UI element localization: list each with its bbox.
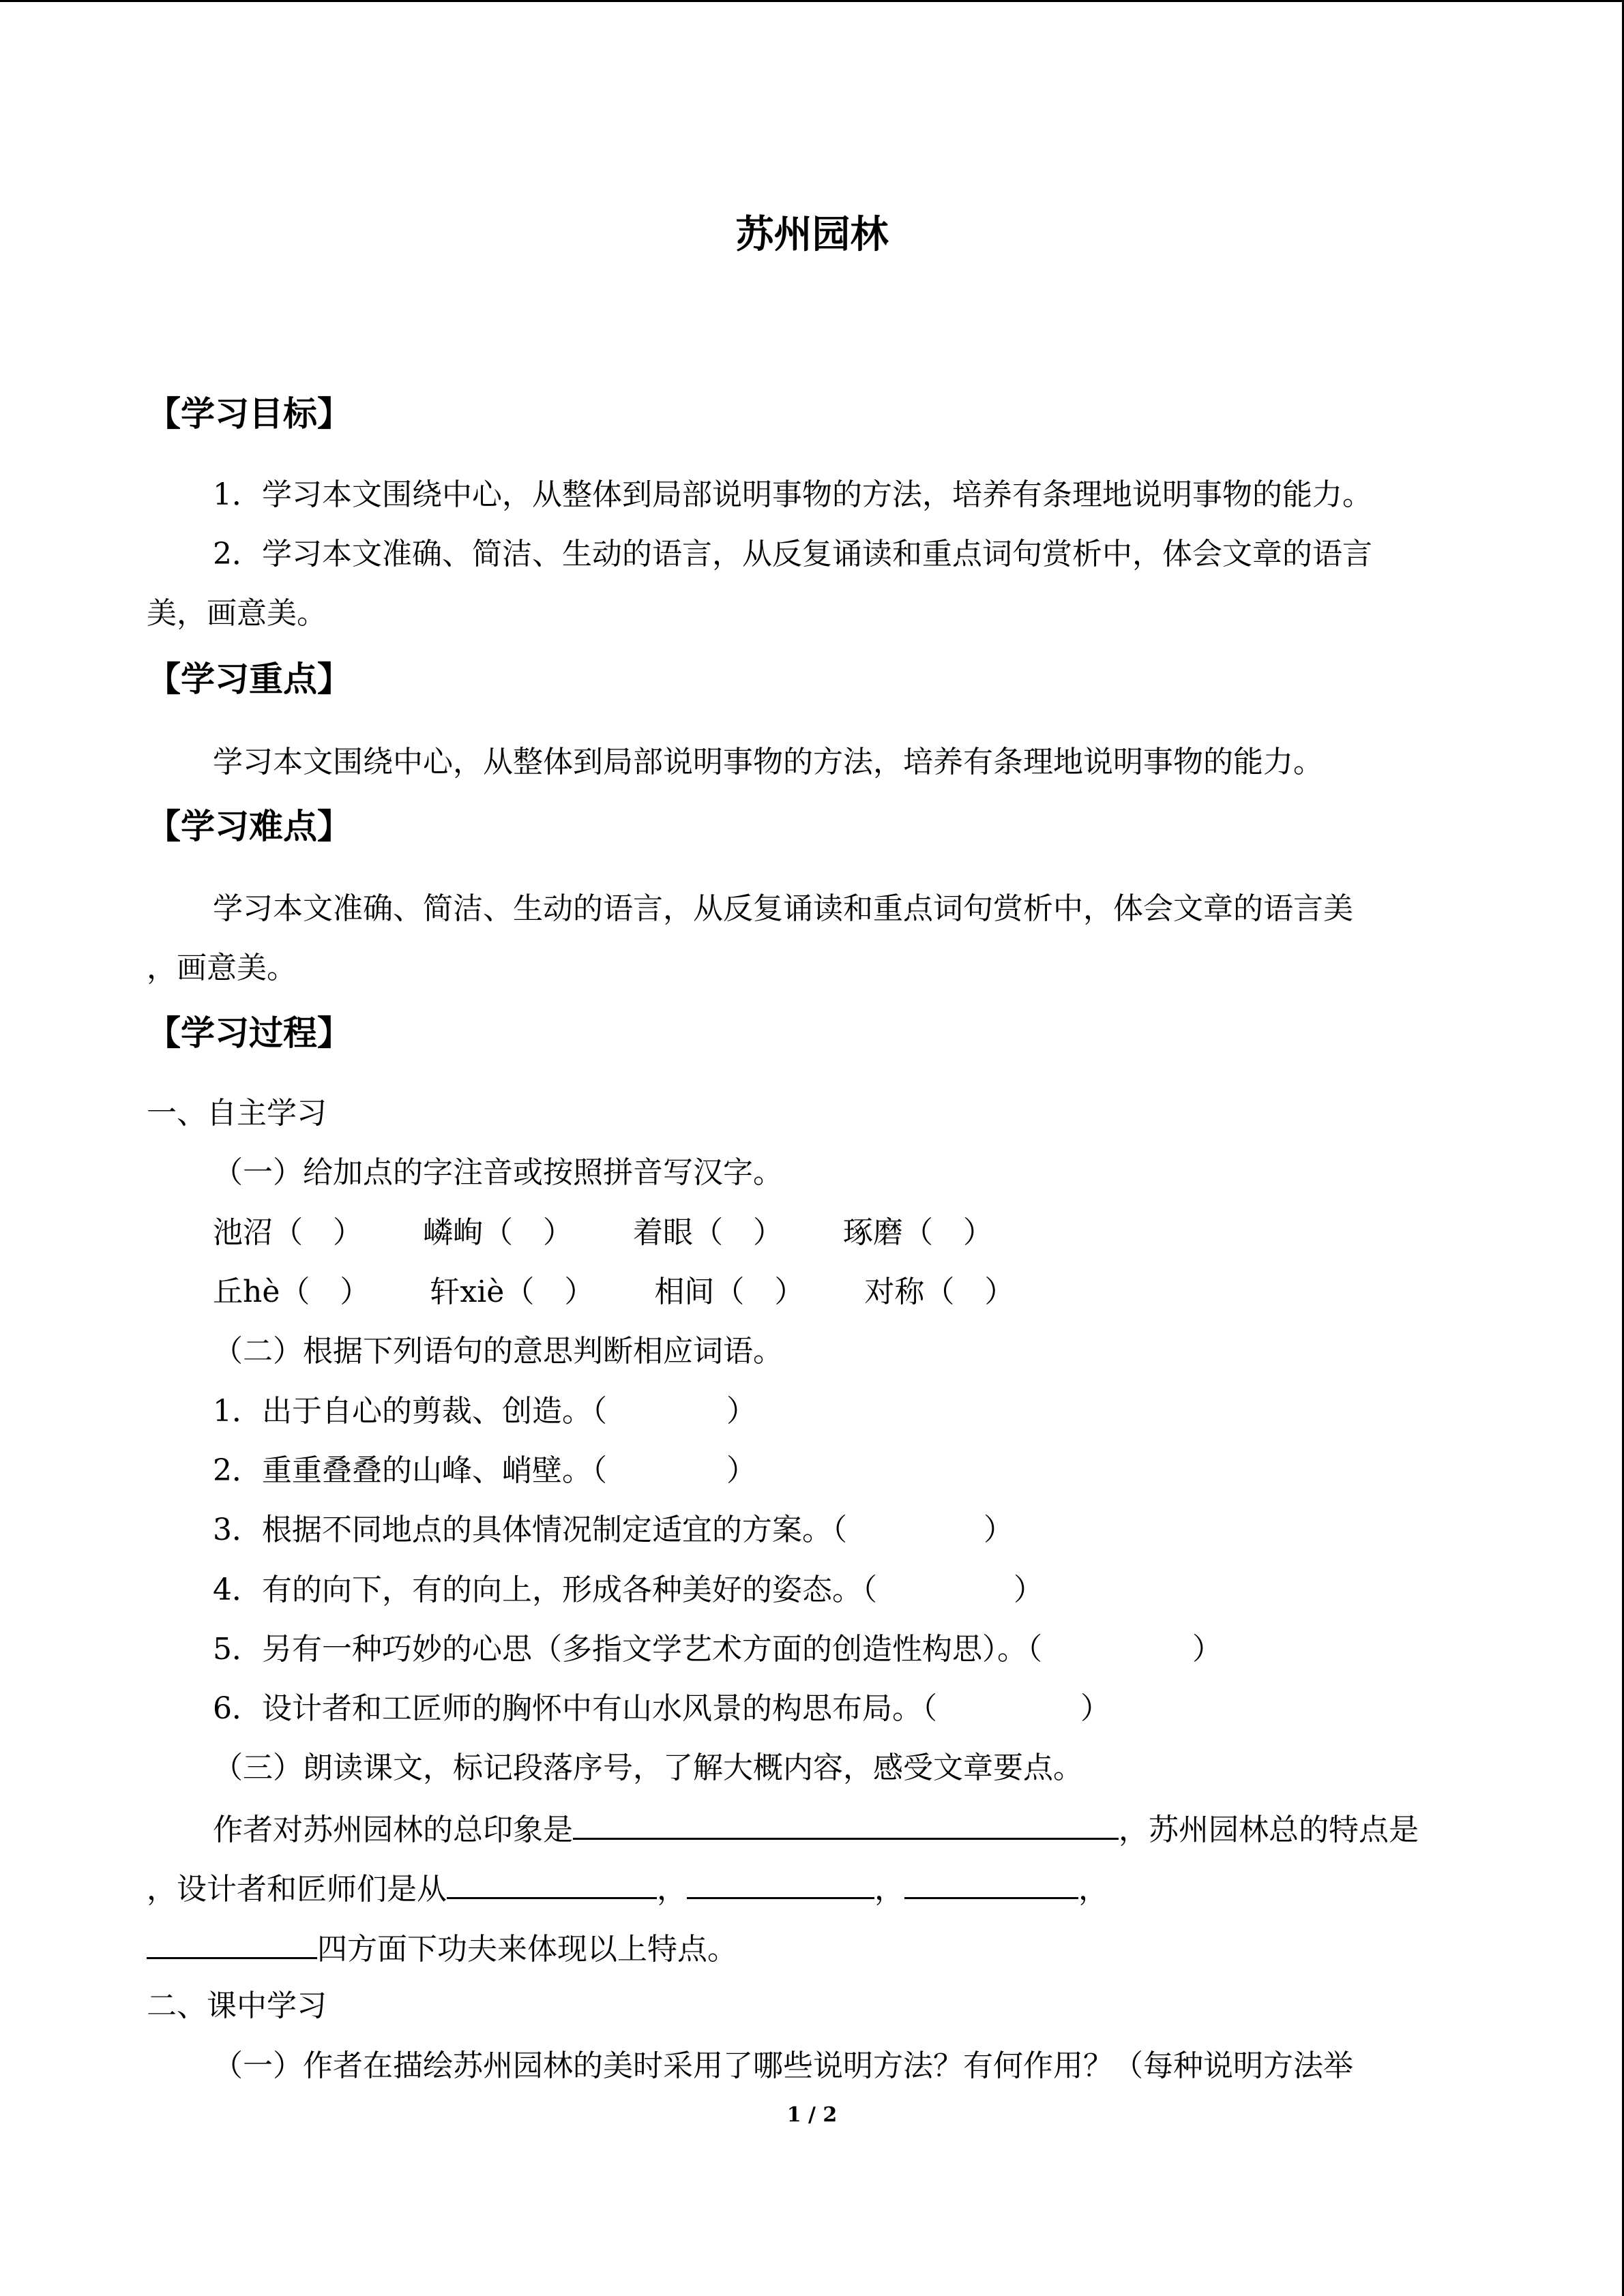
question-text: 5．另有一种巧妙的心思（多指文学艺术方面的创造性构思）。（ [213, 1632, 1042, 1667]
comma: ， [1078, 1872, 1108, 1907]
fill-line-3 [147, 1927, 737, 1970]
word-item: 池沼（ ） [213, 1215, 363, 1250]
part-4-instruction: （一）作者在描绘苏州园林的美时采用了哪些说明方法？有何作用？（每种说明方法举 [213, 2048, 1353, 2083]
question-text: 6．设计者和工匠师的胸怀中有山水风景的构思布局。（ [213, 1691, 937, 1726]
words-row-1 [213, 1212, 993, 1253]
heading-objectives: 【学习目标】 [147, 394, 351, 434]
page-border-top [0, 0, 1624, 2]
question-text: 1．出于自心的剪裁、创造。（ [213, 1394, 607, 1429]
part-3-instruction: （三）朗读课文，标记段落序号，了解大概内容，感受文章要点。 [213, 1750, 1083, 1785]
fill-text: ，设计者和匠师们是从 [147, 1872, 447, 1907]
comma: ， [657, 1872, 687, 1907]
close-paren: ） [1014, 1572, 1044, 1607]
question-1 [213, 1391, 756, 1432]
fill-text: 作者对苏州园林的总印象是 [213, 1813, 573, 1847]
answer-blank[interactable] [904, 1867, 1078, 1899]
close-paren: ） [1192, 1632, 1222, 1667]
fill-line-2 [147, 1867, 1108, 1910]
question-text: 2．重重叠叠的山峰、峭壁。（ [213, 1453, 607, 1488]
answer-blank[interactable] [687, 1867, 874, 1899]
heading-key-points: 【学习重点】 [147, 659, 351, 699]
word-item: 对称（ ） [864, 1274, 1015, 1309]
word-item: 嶙峋（ ） [423, 1215, 573, 1250]
part-2-instruction: （二）根据下列语句的意思判断相应词语。 [213, 1334, 783, 1369]
question-5 [213, 1629, 1222, 1670]
part-1-instruction: （一）给加点的字注音或按照拼音写汉字。 [213, 1155, 783, 1190]
difficulties-line-1: 学习本文准确、简洁、生动的语言，从反复诵读和重点词句赏析中，体会文章的语言美 [213, 891, 1353, 926]
word-item: 轩xiè（ ） [430, 1274, 595, 1309]
answer-blank[interactable] [447, 1867, 657, 1899]
word-item: 着眼（ ） [633, 1215, 783, 1250]
word-item: 丘hè（ ） [213, 1274, 370, 1309]
word-item: 琢磨（ ） [843, 1215, 993, 1250]
close-paren: ） [726, 1453, 756, 1488]
question-3 [213, 1510, 1014, 1551]
objective-item-2-line-2: 美，画意美。 [147, 596, 327, 631]
word-item: 相间（ ） [654, 1274, 805, 1309]
question-6 [213, 1688, 1110, 1729]
close-paren: ） [984, 1512, 1014, 1547]
close-paren: ） [726, 1394, 756, 1429]
section-class-study: 二、课中学习 [147, 1988, 327, 2023]
question-text: 4．有的向下，有的向上，形成各种美好的姿态。（ [213, 1572, 877, 1607]
key-points-text: 学习本文围绕中心，从整体到局部说明事物的方法，培养有条理地说明事物的能力。 [213, 745, 1323, 779]
fill-text: ，苏州园林总的特点是 [1119, 1813, 1419, 1847]
heading-difficulties: 【学习难点】 [147, 807, 351, 846]
answer-blank[interactable] [573, 1808, 1119, 1840]
question-2 [213, 1450, 756, 1491]
fill-text: 四方面下功夫来体现以上特点。 [317, 1932, 737, 1967]
objective-item-2-line-1: 2．学习本文准确、简洁、生动的语言，从反复诵读和重点词句赏析中，体会文章的语言 [213, 537, 1372, 571]
section-self-study: 一、自主学习 [147, 1096, 327, 1131]
document-title: 苏州园林 [735, 213, 889, 257]
question-text: 3．根据不同地点的具体情况制定适宜的方案。（ [213, 1512, 847, 1547]
objective-item-1: 1．学习本文围绕中心，从整体到局部说明事物的方法，培养有条理地说明事物的能力。 [213, 477, 1372, 512]
answer-blank[interactable] [147, 1927, 317, 1959]
question-4 [213, 1570, 1044, 1611]
page-indicator: 1 / 2 [786, 2103, 838, 2127]
words-row-2 [213, 1272, 1014, 1313]
fill-line-1 [213, 1808, 1419, 1851]
comma: ， [874, 1872, 904, 1907]
difficulties-line-2: ，画意美。 [147, 951, 297, 985]
heading-process: 【学习过程】 [147, 1013, 351, 1053]
close-paren: ） [1080, 1691, 1110, 1726]
